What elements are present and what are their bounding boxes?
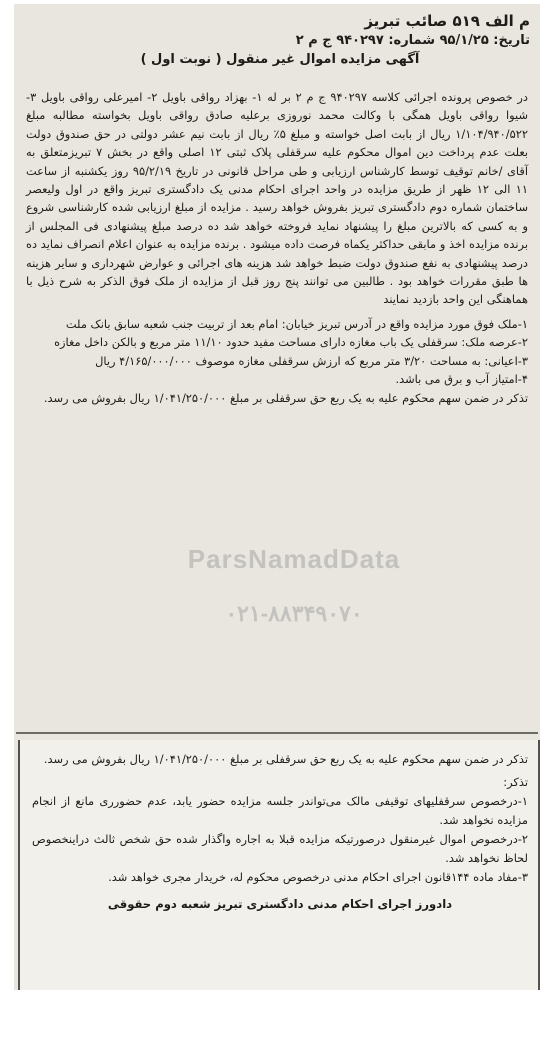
- notes-section: [18, 740, 540, 990]
- publication-number: م الف ۵۱۹ صائب تبریز: [364, 12, 530, 30]
- notes-content: [32, 750, 528, 914]
- property-item: ۴-امتیاز آب و برق می باشد.: [395, 372, 528, 387]
- property-item: تذکر در ضمن سهم محکوم علیه به یک ربع حق سرقفلی بر مبلغ ۱/۰۴۱/۲۵۰/۰۰۰ ریال بفروش می رسد.: [43, 390, 528, 405]
- main-paragraph: در خصوص پرونده اجرائی کلاسه ۹۴۰۲۹۷ ج م ۲ بر له ۱- بهزاد رواقی باویل ۲- امیرعلی رواقی باویل ۳- شیوا رواقی باویل همگی با وکالت محمد نوروزی برعلیه صادق رواقی باویل بخواسته مطالبه مبلغ ۱/۱۰۴/۹۴۰/۵۲۲ ریال از بابت اصل خواسته و مبلغ ۵٪ ریال از بابت نیم عشر دولتی در حق صندوق دولت بعلت عدم پرداخت دین اموال محکوم علیه سرقفلی پلاک ثبتی ۱۲ اصلی واقع در بخش ۷ تبریزمتعلق به آقای /خانم توقیف توسط کارشناس ارزیابی و طی مراحل قانونی در تاریخ ۹۵/۲/۱۹ روز یکشنبه از ساعت ۱۱ الی ۱۲ ظهر از طریق مزایده در واحد اجرای احکام مدنی یک دادگستری تبریز واقع در اول ولیعصر ساختمان شماره دوم دادگستری تبریز بفروش خواهد رسید . مزایده از مبلغ ارزیابی شده کارشناسی شروع و به کسی که بالاترین مبلغ را پیشنهاد نماید فروخته خواهد شد ده درصد مبلغ پیشنهادی فی المجلس از برنده مزایده اخذ و مابقی حداکثر یکماه فرصت داده میشود . برنده مزایده به عنوان اعلام انصراف نماید ده درصد پیشنهادی به نفع صندوق دولت ضبط خواهد شد هزینه های اجرائی و عوارض شهرداری و سایر هزینه ها طبق مقررات خواهد بود . طالبین می توانند پنج روز قبل از مزایده از ملک فوق الذکر به شرح ذیل با هماهنگی این واحد بازدید نمایند: [26, 90, 529, 307]
- clipping-divider: [16, 732, 538, 734]
- note-item: ۲-درخصوص اموال غیرمنقول درصورتیکه مزایده قبلا به اجاره واگذار شده حق شخص ثالث دراینخصوص لحاظ نخواهد شد.: [32, 832, 528, 865]
- property-item: ۱-ملک فوق مورد مزایده واقع در آدرس تبریز خیابان: امام بعد از تربیت جنب شعبه سابق بانک ملت: [65, 316, 528, 331]
- property-item: ۳-اعیانی: به مساحت ۳/۲۰ متر مربع که ارزش سرقفلی مغازه موصوف ۴/۱۶۵/۰۰۰/۰۰۰ ریال: [95, 353, 528, 368]
- note-item: ۱-درخصوص سرقفلیهای توقیفی مالک می‌تواندر جلسه مزایده حضور یابد، عدم حضورری مانع از انجام مزایده نخواهد شد.: [32, 794, 528, 827]
- signature-line: دادورز اجرای احکام مدنی دادگستری تبریز شعبه دوم حقوقی: [107, 897, 453, 911]
- property-items: [26, 315, 528, 407]
- newspaper-clipping: [14, 4, 540, 990]
- notice-header: [30, 12, 530, 70]
- watermark-phone: ۰۲۱-۸۸۳۴۹۰۷۰: [225, 601, 363, 626]
- notice-body: [26, 88, 528, 407]
- watermark-brand: ParsNamadData: [187, 544, 401, 574]
- watermark: [84, 544, 504, 627]
- date-and-file-number: تاریخ: ۹۵/۱/۲۵ شماره: ۹۴۰۲۹۷ ج م ۲: [295, 33, 530, 48]
- repeat-note: تذکر در ضمن سهم محکوم علیه به یک ربع حق سرقفلی بر مبلغ ۱/۰۴۱/۲۵۰/۰۰۰ ریال بفروش می رسد.: [43, 752, 528, 766]
- notes-title: تذکر:: [503, 775, 528, 789]
- note-item: ۳-مفاد ماده ۱۴۴قانون اجرای احکام مدنی درخصوص محکوم له، خریدار مجری خواهد شد.: [108, 870, 528, 884]
- property-item: ۲-عرصه ملک: سرقفلی یک باب مغازه دارای مساحت مفید حدود ۱۱/۱۰ متر مربع و بالکن داخل مغازه: [54, 335, 528, 350]
- notice-title: آگهی مزایده اموال غیر منقول ( نوبت اول ): [140, 52, 420, 67]
